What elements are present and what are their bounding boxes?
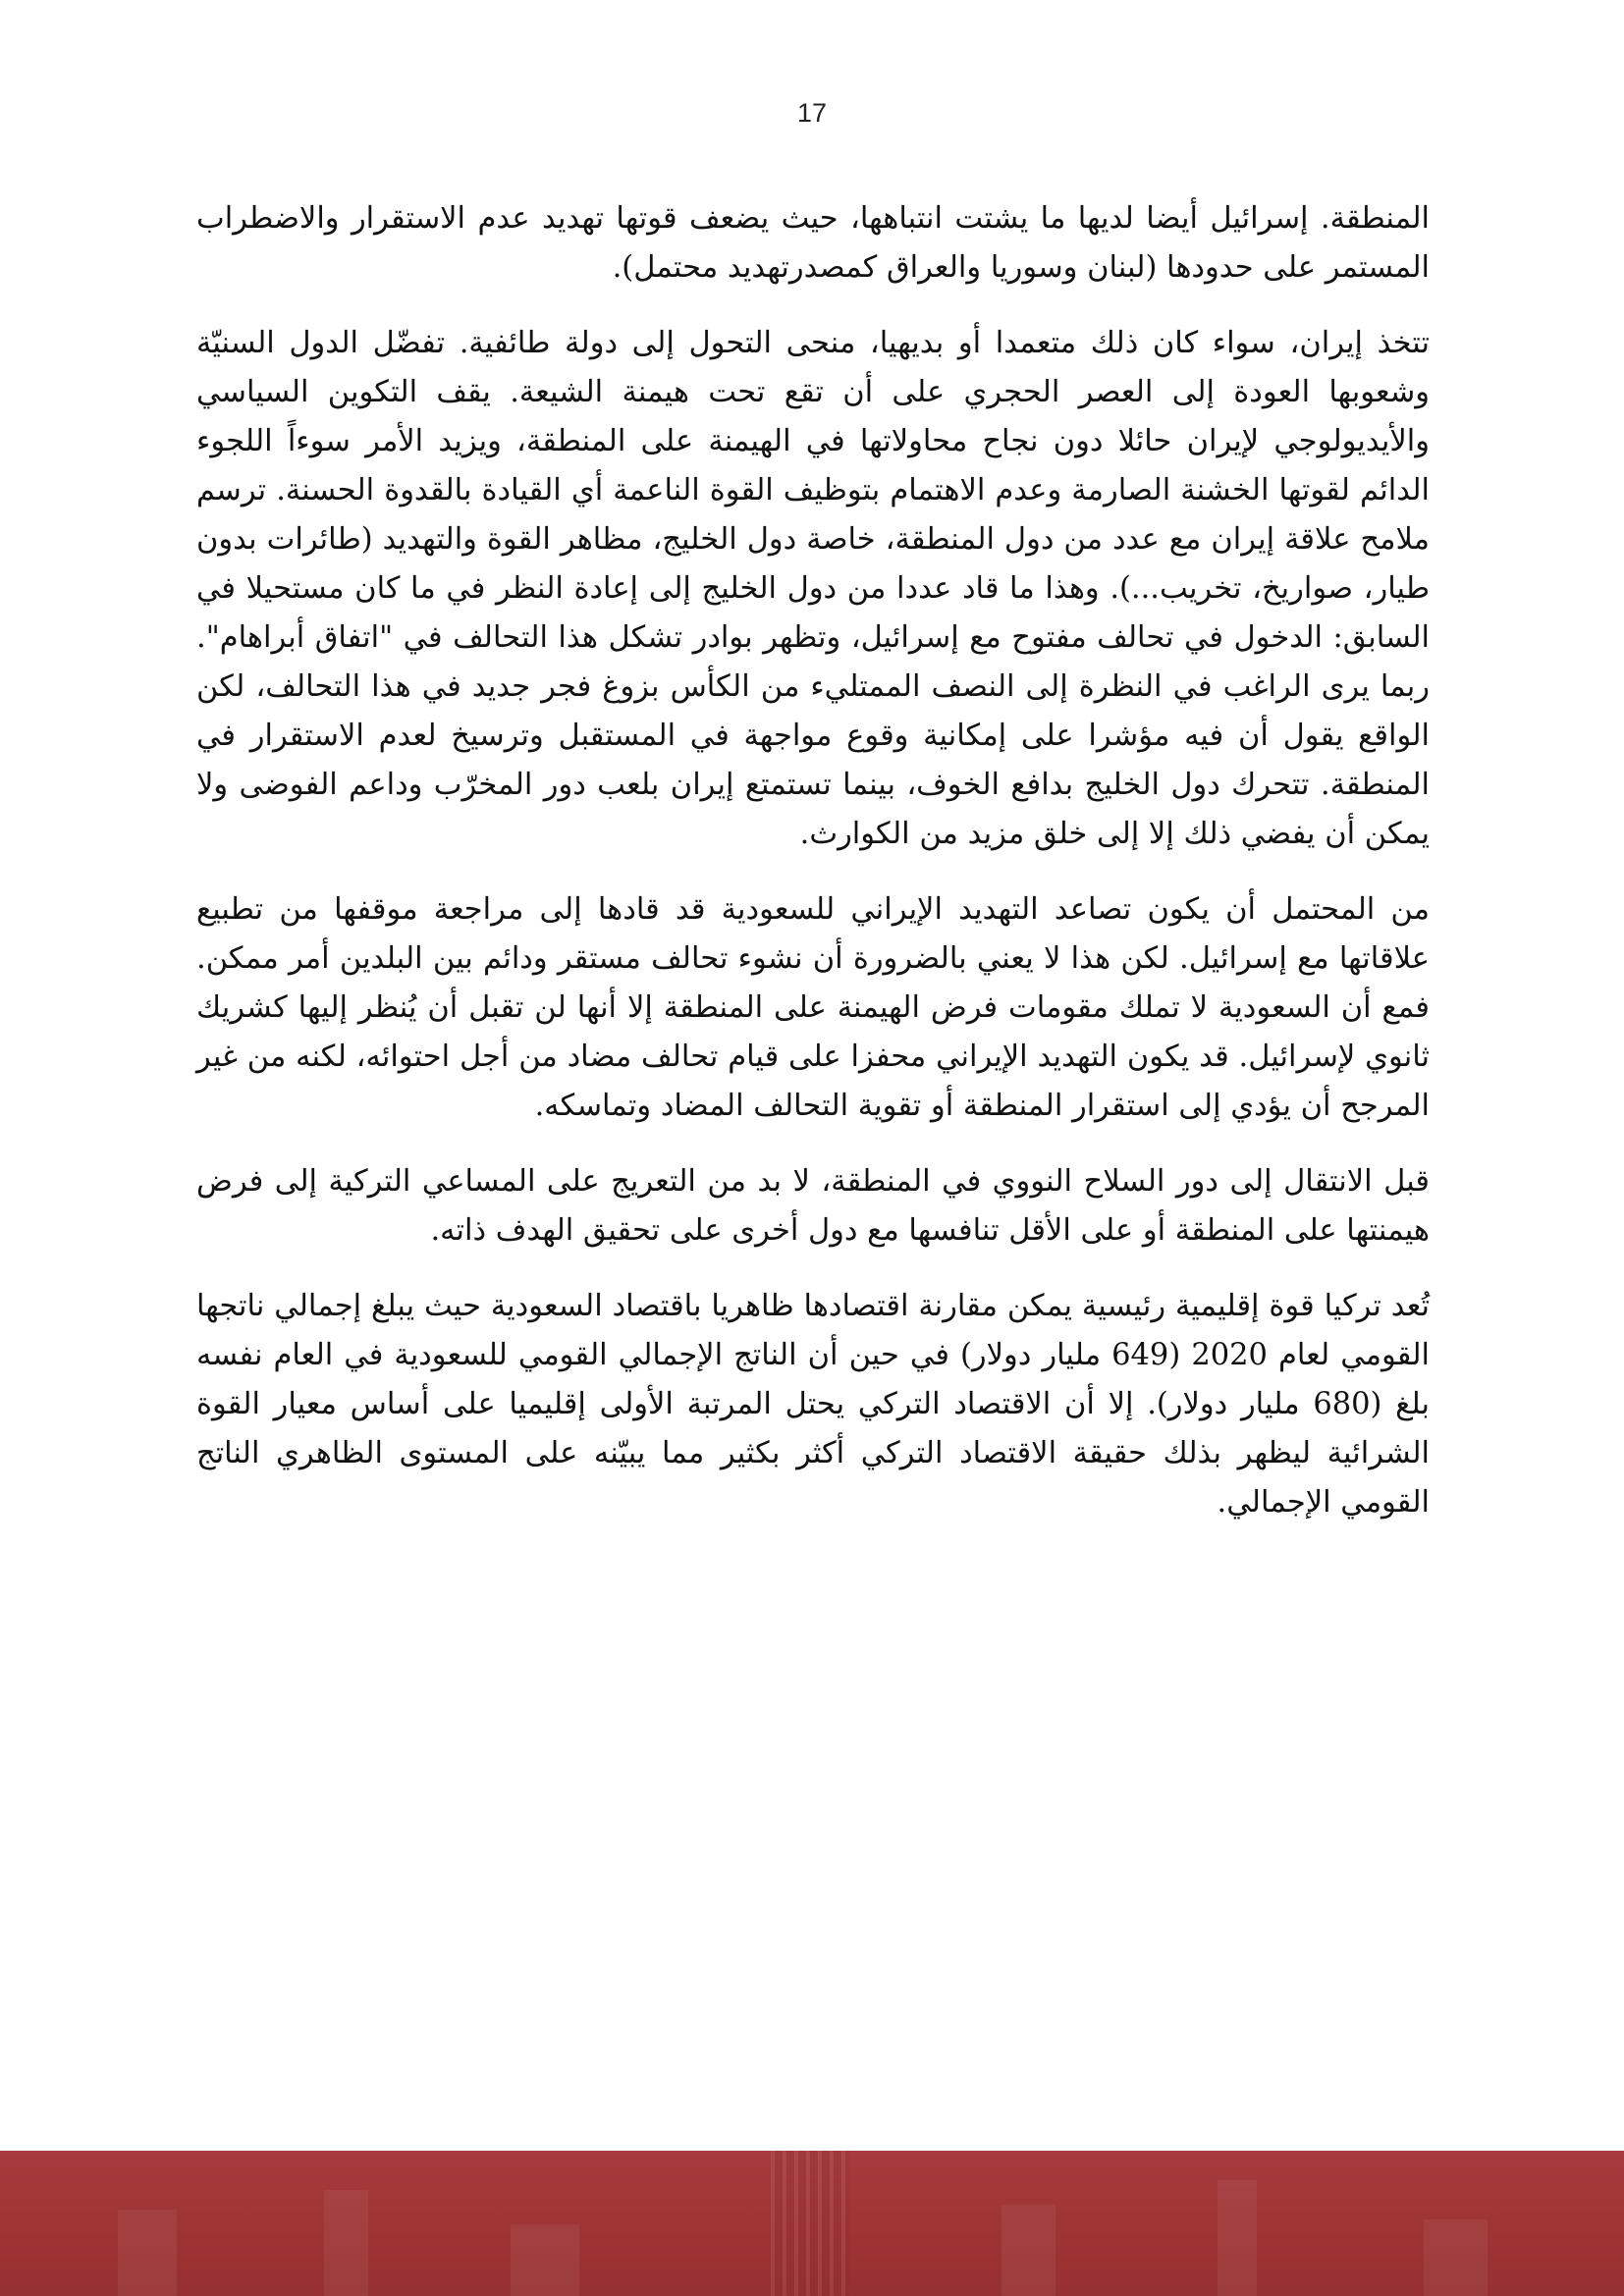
article-body (196, 194, 1430, 1554)
skyline-building (324, 2190, 368, 2296)
paragraph-4: قبل الانتقال إلى دور السلاح النووي في المنطقة، لا بد من التعريج على المساعي التركية إلى فرض هيمنتها على المنطقة أو على الأقل تنافسها مع دول أخرى على تحقيق الهدف ذاته. (196, 1164, 1430, 1248)
skyline-building (511, 2224, 579, 2296)
skyline-tower (771, 2151, 849, 2296)
skyline-building (1424, 2219, 1488, 2296)
paragraph-5: تُعد تركيا قوة إقليمية رئيسية يمكن مقارنة اقتصادها ظاهريا باقتصاد السعودية حيث يبلغ إجمالي ناتجها القومي لعام 2020 (649 مليار دولار) في حين أن الناتج الإجمالي القومي للسعودية في العام نفسه بلغ (680 مليار دولار). إلا أن الاقتصاد التركي يحتل المرتبة الأولى إقليميا على أساس معيار القوة الشرائية ليظهر بذلك حقيقة الاقتصاد التركي أكثر بكثير مما يبيّنه على المستوى الظاهري الناتج القومي الإجمالي. (196, 1289, 1430, 1520)
skyline-building (118, 2210, 177, 2296)
footer-decorative-band (0, 2151, 1624, 2296)
page-number: 17 (796, 98, 828, 128)
paragraph-1: المنطقة. إسرائيل أيضا لديها ما يشتت انتباهها، حيث يضعف قوتها تهديد عدم الاستقرار والاضطراب المستمر على حدودها (لبنان وسوريا والعراق كمصدرتهديد محتمل). (196, 201, 1430, 285)
paragraph-3: من المحتمل أن يكون تصاعد التهديد الإيراني للسعودية قد قادها إلى مراجعة موقفها من تطبيع علاقاتها مع إسرائيل. لكن هذا لا يعني بالضرورة أن نشوء تحالف مستقر ودائم بين البلدين أمر ممكن. فمع أن السعودية لا تملك مقومات فرض الهيمنة على المنطقة إلا أنها لن تقبل أن يُنظر إليها كشريك ثانوي لإسرائيل. قد يكون التهديد الإيراني محفزا على قيام تحالف مضاد من أجل احتوائه، لكنه من غير المرجح أن يؤدي إلى استقرار المنطقة أو تقوية التحالف المضاد وتماسكه. (196, 892, 1430, 1123)
paragraph-2: تتخذ إيران، سواء كان ذلك متعمدا أو بديهيا، منحى التحول إلى دولة طائفية. تفضّل الدول السنيّة وشعوبها العودة إلى العصر الحجري على أن تقع تحت هيمنة الشيعة. يقف التكوين السياسي والأيديولوجي لإيران حائلا دون نجاح محاولاتها في الهيمنة على المنطقة، ويزيد الأمر سوءاً اللجوء الدائم لقوتها الخشنة الصارمة وعدم الاهتمام بتوظيف القوة الناعمة أي القيادة بالقدوة الحسنة. ترسم ملامح علاقة إيران مع عدد من دول المنطقة، خاصة دول الخليج، مظاهر القوة والتهديد (طائرات بدون طيار، صواريخ، تخريب...). وهذا ما قاد عددا من دول الخليج إلى إعادة النظر في ما كان مستحيلا في السابق: الدخول في تحالف مفتوح مع إسرائيل، وتظهر بوادر تشكل هذا التحالف في "اتفاق أبراهام". ربما يرى الراغب في النظرة إلى النصف الممتليء من الكأس بزوغ فجر جديد في هذا التحالف، لكن الواقع يقول أن فيه مؤشرا على إمكانية وقوع مواجهة في المستقبل وترسيخ لعدم الاستقرار في المنطقة. تتحرك دول الخليج بدافع الخوف، بينما تستمتع إيران بلعب دور المخرّب وداعم الفوضى ولا يمكن أن يفضي ذلك إلا إلى خلق مزيد من الكوارث. (196, 326, 1430, 851)
skyline-building (1218, 2180, 1257, 2296)
skyline-building (1001, 2205, 1056, 2296)
